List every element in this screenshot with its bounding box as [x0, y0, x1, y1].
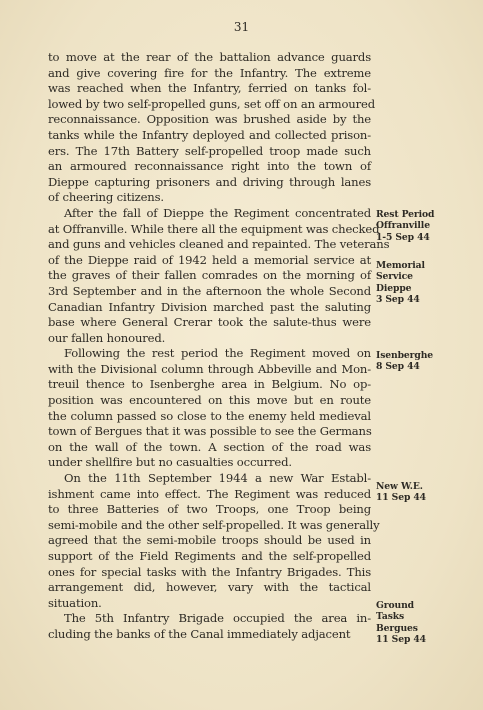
text-line: arrangement did, however, vary with the tactical — [48, 580, 371, 595]
text-line: position was encountered on this move but en route — [48, 393, 371, 408]
text-line: Dieppe capturing prisoners and driving through lanes — [48, 174, 371, 189]
text-line: cluding the banks of the Canal immediately adjacent — [48, 626, 351, 641]
margin-note-line: Offranville — [376, 220, 430, 232]
margin-note-line: New W.E. — [376, 481, 423, 492]
text-line: at Offranville. While there all the equipment was checked — [48, 221, 380, 236]
text-line: ishment came into effect. The Regiment was reduced — [48, 486, 371, 501]
text-line: support of the Field Regiments and the self-propelled — [48, 549, 371, 563]
text-line: treuil thence to Isenberghe area in Belgium. No op- — [48, 377, 371, 392]
margin-note-line: 3 Sep 44 — [376, 294, 420, 306]
text-line: On the 11th September 1944 a new War Establ- — [64, 471, 371, 486]
margin-note-isenberghe — [376, 350, 476, 373]
text-line: an armoured reconnaissance right into the town of — [48, 159, 371, 174]
text-line: the graves of their fallen comrades on the morning of — [48, 268, 371, 283]
text-line: Following the rest period the Regiment moved on — [64, 346, 371, 361]
margin-note-new-we — [376, 481, 476, 504]
body-text — [48, 50, 390, 643]
margin-note-ground-tasks — [376, 600, 476, 646]
margin-note-line: 11 Sep 44 — [376, 492, 426, 504]
text-line: situation. — [48, 595, 102, 610]
text-line: and give covering fire for the Infantry. The extreme — [48, 65, 371, 80]
paragraph-2 — [48, 205, 390, 346]
paragraph-4 — [48, 471, 380, 611]
text-line: of the Dieppe raid of 1942 held a memorial service at — [48, 252, 371, 267]
margin-note-line: Dieppe — [376, 282, 412, 294]
text-line: our fallen honoured. — [48, 330, 166, 345]
paragraph-1 — [48, 50, 376, 206]
text-line: of cheering citizens. — [48, 190, 164, 205]
margin-note-line: Ground — [376, 600, 414, 611]
margin-note-memorial-service — [376, 260, 476, 306]
margin-note-rest-period — [376, 209, 476, 243]
margin-note-line: Rest Period — [376, 209, 435, 220]
text-line: was reached when the Infantry, ferried on tanks fol- — [48, 81, 371, 96]
paragraph-3 — [48, 346, 371, 471]
page-number: 31 — [233, 20, 250, 34]
margin-note-line: Memorial — [376, 260, 425, 271]
margin-note-line: Service — [376, 271, 413, 283]
text-line: After the fall of Dieppe the Regiment concentrated — [64, 205, 371, 220]
text-line: 3rd September and in the afternoon the whole Second — [48, 283, 371, 298]
margin-note-line: Bergues — [376, 622, 418, 634]
margin-note-line: 1-5 Sep 44 — [376, 231, 430, 243]
text-line: under shellfire but no casualties occurred. — [48, 455, 292, 470]
text-line: and guns and vehicles cleaned and repainted. The veterans — [48, 237, 390, 252]
text-line: the column passed so close to the enemy held medieval — [48, 408, 371, 423]
text-line: town of Bergues that it was possible to see the Germans — [48, 424, 372, 439]
text-line: The 5th Infantry Brigade occupied the area in- — [64, 611, 371, 626]
margin-note-line: 8 Sep 44 — [376, 361, 420, 373]
text-line: lowed by two self-propelled guns, set off on an armoured — [48, 96, 376, 111]
text-line: ers. The 17th Battery self-propelled troop made such — [48, 143, 371, 158]
text-line: ones for special tasks with the Infantry Brigades. This — [48, 564, 371, 579]
text-line: to three Batteries of two Troops, one Troop being — [48, 502, 371, 517]
text-line: reconnaissance. Opposition was brushed aside by the — [48, 112, 371, 127]
margin-note-line: 11 Sep 44 — [376, 634, 426, 646]
text-line: agreed that the semi-mobile troops should be used in — [48, 533, 371, 548]
text-line: with the Divisional column through Abbeville and Mon- — [48, 361, 371, 376]
text-line: to move at the rear of the battalion advance guards — [48, 50, 371, 64]
text-line: on the wall of the town. A section of the road was — [48, 439, 371, 454]
text-line: tanks while the Infantry deployed and collected prison- — [48, 127, 371, 142]
margin-note-line: Isenberghe — [376, 350, 434, 361]
text-line: base where General Crerar took the salute-thus were — [48, 315, 371, 330]
text-line: semi-mobile and the other self-propelled. It was generally — [48, 517, 380, 532]
margin-note-line: Tasks — [376, 611, 405, 623]
paragraph-5 — [48, 611, 371, 642]
text-line: Canadian Infantry Division marched past the saluting — [48, 299, 371, 314]
